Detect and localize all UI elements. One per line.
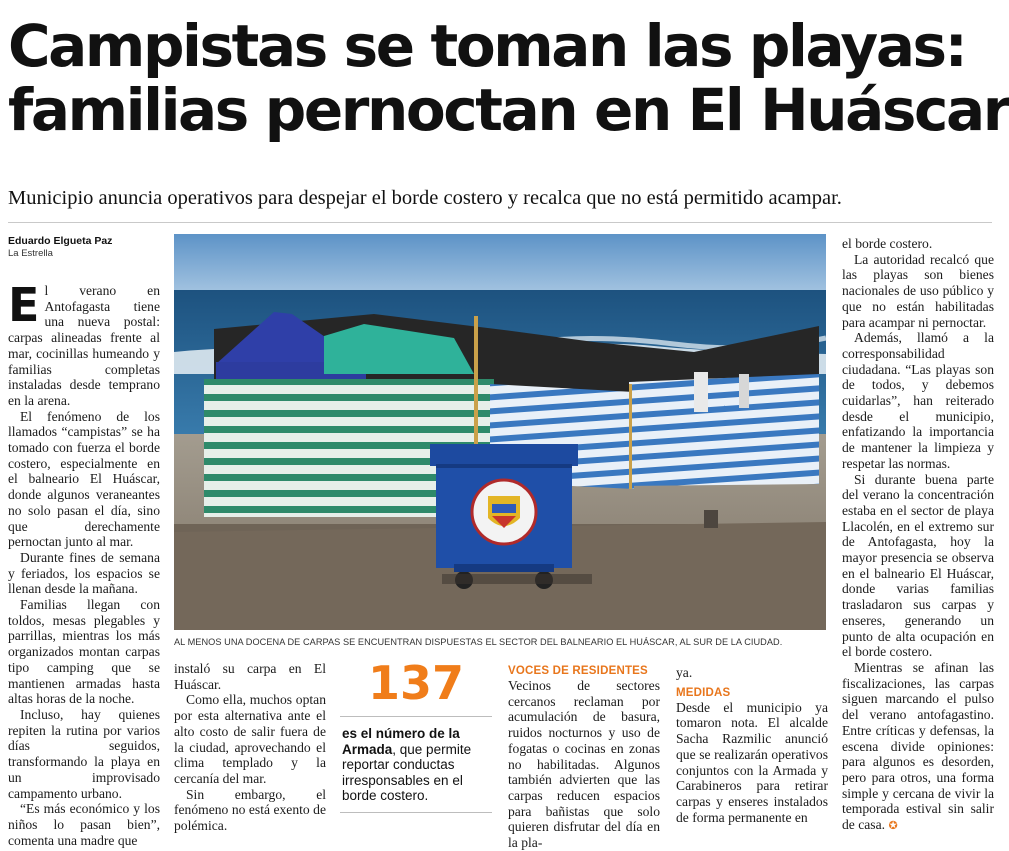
stat-bold-text: es el número de la Armada bbox=[342, 726, 460, 757]
paragraph: Además, llamó a la corresponsabilidad ciudadana. “Las playas son de todos, y debemos cuidarlas”, han reiterado desde el municipio, enfatizando la importancia de mantener la limpieza y respetar las normas. bbox=[842, 330, 994, 471]
stat-description bbox=[342, 726, 492, 804]
paragraph: Si durante buena parte del verano la concentración estaba en el sector de playa Llacolén, en el extremo sur de Antofagasta, hoy la mayor presencia se observa en el balneario El Huáscar, donde varias familias trasladaron sus carpas y enseres, generando un punto de alta ocupación en el borde costero. bbox=[842, 471, 994, 660]
header-divider bbox=[8, 222, 992, 223]
paragraph: “Es más económico y los niños lo pasan bien”, comenta una madre que bbox=[8, 801, 160, 848]
paragraph: Vecinos de sectores cercanos reclaman por acumulación de basura, ruidos nocturnos y uso de fogatas o cocinas en zonas no habilitadas. Algunos también advierten que las carpas reducen espacios para bañistas que solo quieren disfrutar del día en la pla- bbox=[508, 678, 660, 851]
paragraph: Familias llegan con toldos, mesas plegables y parrillas, mientras los más organizados montan carpas tipo camping que se mantienen armadas hasta altas horas de la noche. bbox=[8, 597, 160, 707]
paragraph-text: Mientras se afinan las fiscalizaciones, las carpas siguen marcando el pulso del verano antofagastino. Entre críticas y defensas, la escena divide opiniones: para algunos es desorden, pero para otros, una forma simple y cercana de vivir la temporada estival sin salir de casa. bbox=[842, 659, 994, 833]
paragraph: Desde el municipio ya tomaron nota. El alcalde Sacha Razmilic anunció que se realizarán operativos conjuntos con la Armada y Carabineros para retirar carpas y enseres instalados de forma permanente en bbox=[676, 699, 828, 825]
article-column-4 bbox=[676, 665, 828, 837]
article-column-1 bbox=[8, 278, 160, 848]
trash-bin bbox=[430, 444, 578, 589]
article-column-2 bbox=[174, 661, 326, 837]
paragraph: el borde costero. bbox=[842, 236, 933, 251]
paragraph: ya. bbox=[676, 665, 693, 680]
byline-author: Eduardo Elgueta Paz bbox=[8, 235, 113, 247]
paragraph: Sin embargo, el fenómeno no está exento de polémica. bbox=[174, 786, 326, 834]
headline-line-2: familias pernoctan en El Huáscar bbox=[8, 76, 1009, 144]
end-mark-icon: ✪ bbox=[888, 819, 898, 833]
subheadline: Municipio anuncia operativos para despejar el borde costero y recalca que no está permitido acampar. bbox=[8, 187, 842, 209]
stat-divider-top bbox=[340, 716, 492, 717]
drop-cap: E bbox=[8, 278, 40, 332]
paragraph: Incluso, hay quienes repiten la rutina por varios días seguidos, transformando la playa en un improvisado campamento urbano. bbox=[8, 706, 160, 801]
byline-outlet: La Estrella bbox=[8, 248, 53, 259]
photo-caption: AL MENOS UNA DOCENA DE CARPAS SE ENCUENTRAN DISPUESTAS EL SECTOR DEL BALNEARIO EL HUÁSCAR, AL SUR DE LA CIUDAD. bbox=[174, 637, 783, 647]
headline bbox=[8, 12, 1009, 144]
paragraph: Durante fines de semana y feriados, los espacios se llenan desde la mañana. bbox=[8, 549, 160, 597]
article-column-3 bbox=[508, 665, 660, 851]
stat-divider-bottom bbox=[340, 812, 492, 813]
paragraph: l verano en Antofagasta tiene una nueva postal: carpas alineadas frente al mar, cocinillas humeando y familias completas instaladas desde temprano en la arena. bbox=[8, 283, 160, 408]
headline-line-1: Campistas se toman las playas: bbox=[8, 12, 966, 80]
paragraph bbox=[842, 660, 994, 834]
beach-campers-photo bbox=[174, 234, 826, 630]
article-column-5 bbox=[842, 236, 994, 836]
paragraph: instaló su carpa en El Huáscar. bbox=[174, 661, 326, 692]
paragraph: La autoridad recalcó que las playas son bienes nacionales de uso público y que no están habilitadas para acampar ni pernoctar. bbox=[842, 251, 994, 330]
section-heading-medidas: MEDIDAS bbox=[676, 686, 731, 699]
stat-number: 137 bbox=[367, 656, 465, 710]
section-heading-voces: VOCES DE RESIDENTES bbox=[508, 665, 648, 677]
stat-text: , que permite reportar conductas irresponsables en el borde costero. bbox=[342, 741, 472, 803]
paragraph: Como ella, muchos optan por esta alternativa ante el alto costo de salir fuera de la ciudad, aprovechando el clima templado y la cercanía del mar. bbox=[174, 692, 326, 786]
paragraph: El fenómeno de los llamados “campistas” se ha tomado con fuerza el borde costero, especialmente en el balneario El Huáscar, donde algunos veraneantes no solo pasan el día, sino que derechamente pernoctan junto al mar. bbox=[8, 408, 160, 550]
beach-scene-illustration bbox=[174, 234, 826, 630]
